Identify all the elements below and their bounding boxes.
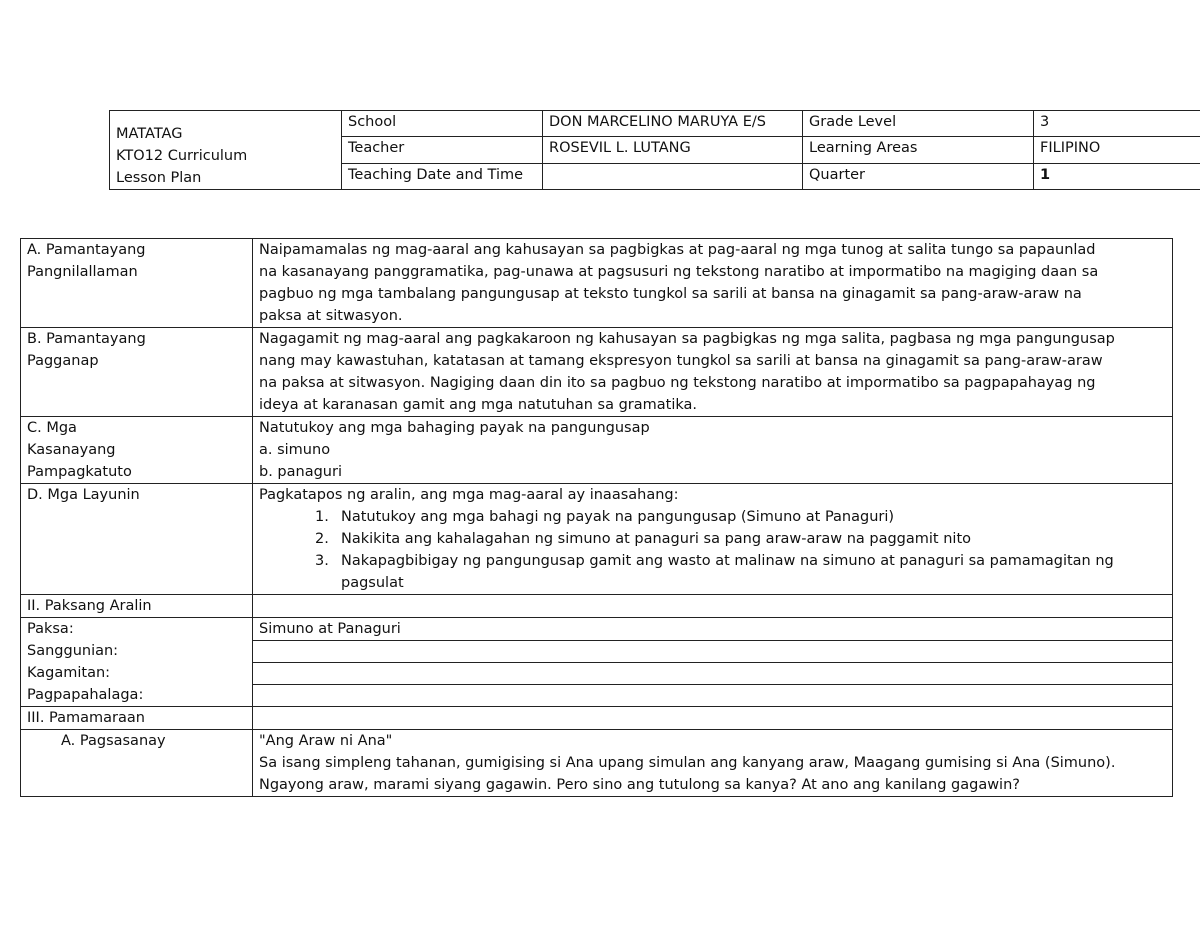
plan-title-line: Lesson Plan: [116, 170, 202, 186]
text-line: na kasanayang panggramatika, pag-unawa at pagsusuri ng tekstong naratibo at impormatibo na magiging daan sa: [259, 264, 1099, 280]
section-iii-label: III. Pamamaraan: [21, 707, 253, 730]
text-line: na paksa at sitwasyon. Nagiging daan din ito sa pagbuo ng tekstong naratibo at impormatibo sa pagpapahayag ng: [259, 375, 1096, 391]
quarter-label: Quarter: [803, 163, 1034, 189]
text-line: ideya at karanasan gamit ang mga natutuhan sa gramatika.: [259, 397, 698, 413]
learning-areas-label: Learning Areas: [803, 137, 1034, 163]
section-b-label: [21, 328, 253, 417]
label-line: C. Mga: [27, 420, 77, 436]
teacher-label: Teacher: [342, 137, 543, 163]
paksa-label: Paksa:: [27, 621, 74, 637]
grade-level-value: 3: [1034, 111, 1200, 137]
objective-text: pagsulat: [341, 575, 404, 591]
story-title: "Ang Araw ni Ana": [259, 733, 393, 749]
objectives-list: [259, 506, 1166, 594]
kagamitan-label: Kagamitan:: [27, 665, 111, 681]
objective-text: Nakikita ang kahalagahan ng simuno at panaguri sa pang araw-araw na paggamit nito: [341, 531, 971, 547]
learning-areas-value: FILIPINO: [1034, 137, 1200, 163]
header-table: [109, 110, 1200, 190]
section-ii-label: II. Paksang Aralin: [21, 595, 253, 618]
row-paksa-details: [21, 618, 1173, 707]
section-d-label: D. Mga Layunin: [21, 484, 253, 595]
kagamitan-value: [253, 662, 1172, 684]
school-value: DON MARCELINO MARUYA E/S: [543, 111, 803, 137]
grade-level-label: Grade Level: [803, 111, 1034, 137]
text-line: Natutukoy ang mga bahaging payak na pangungusap: [259, 420, 650, 436]
label-line: Pagganap: [27, 353, 99, 369]
objectives-intro: Pagkatapos ng aralin, ang mga mag-aaral ay inaasahang:: [259, 487, 679, 503]
label-line: B. Pamantayang: [27, 331, 146, 347]
row-paksang-aralin: [21, 595, 1173, 618]
teaching-date-value: [543, 163, 803, 189]
paksa-value: Simuno at Panaguri: [259, 621, 401, 637]
text-line: Nagagamit ng mag-aaral ang pagkakaroon ng kahusayan sa pagbigkas ng mga salita, pagbasa ng mga pangungusap: [259, 331, 1115, 347]
objective-item: [259, 506, 1166, 528]
row-pamantayang-pagganap: [21, 328, 1173, 417]
quarter-value: 1: [1034, 163, 1200, 189]
label-line: A. Pamantayang: [27, 242, 146, 258]
row-pamamaraan: [21, 707, 1173, 730]
plan-title-cell: [110, 111, 342, 190]
paksa-values: [253, 618, 1173, 707]
pagpapahalaga-label: Pagpapahalaga:: [27, 687, 144, 703]
text-line: Ngayong araw, marami siyang gagawin. Pero sino ang tutulong sa kanya? At ano ang kanilang gagawin?: [259, 777, 1020, 793]
section-a-text: [253, 239, 1173, 328]
text-line: Naipamamalas ng mag-aaral ang kahusayan sa pagbigkas at pag-aaral ng mga tunog at salita tungo sa papaunlad: [259, 242, 1096, 258]
objective-item-continued: [259, 572, 1166, 594]
sanggunian-value: [253, 640, 1172, 662]
text-line: paksa at sitwasyon.: [259, 308, 403, 324]
section-b-text: [253, 328, 1173, 417]
label-line: Pangnilallaman: [27, 264, 138, 280]
objective-number: 1.: [315, 509, 329, 525]
objective-item: [259, 528, 1166, 550]
objective-item: [259, 550, 1166, 572]
teaching-date-label: Teaching Date and Time: [342, 163, 543, 189]
objective-number: 2.: [315, 531, 329, 547]
row-pagsasanay: [21, 730, 1173, 797]
section-c-label: [21, 417, 253, 484]
pagsasanay-label: A. Pagsasanay: [21, 730, 253, 797]
text-line: pagbuo ng mga tambalang pangungusap at teksto tungkol sa sarili at bansa na ginagamit sa pang-araw-araw na: [259, 286, 1082, 302]
section-iii-value: [253, 707, 1173, 730]
row-pamantayang-pangnilalaman: [21, 239, 1173, 328]
text-line: a. simuno: [259, 442, 331, 458]
section-d-text: [253, 484, 1173, 595]
text-line: Sa isang simpleng tahanan, gumigising si Ana upang simulan ang kanyang araw, Maagang gumising si Ana (Simuno).: [259, 755, 1116, 771]
section-a-label: [21, 239, 253, 328]
plan-title-line: MATATAG: [116, 126, 183, 142]
objective-text: Nakapagbibigay ng pangungusap gamit ang wasto at malinaw na simuno at panaguri sa pamamagitan ng: [341, 553, 1114, 569]
section-ii-value: [253, 595, 1173, 618]
pagsasanay-text: [253, 730, 1173, 797]
lesson-table: [20, 238, 1173, 797]
plan-title-line: KTO12 Curriculum: [116, 148, 248, 164]
text-line: b. panaguri: [259, 464, 342, 480]
text-line: nang may kawastuhan, katatasan at tamang ekspresyon tungkol sa sarili at bansa na ginagamit sa pang-araw-araw: [259, 353, 1103, 369]
teacher-value: ROSEVIL L. LUTANG: [543, 137, 803, 163]
row-mga-layunin: [21, 484, 1173, 595]
row-kasanayang-pampagkatuto: [21, 417, 1173, 484]
pagpapahalaga-value: [253, 684, 1172, 706]
label-line: Pampagkatuto: [27, 464, 132, 480]
school-label: School: [342, 111, 543, 137]
objective-text: Natutukoy ang mga bahagi ng payak na pangungusap (Simuno at Panaguri): [341, 509, 895, 525]
paksa-labels: [21, 618, 253, 707]
section-c-text: [253, 417, 1173, 484]
objective-number: 3.: [315, 553, 329, 569]
label-line: Kasanayang: [27, 442, 116, 458]
sanggunian-label: Sanggunian:: [27, 643, 119, 659]
